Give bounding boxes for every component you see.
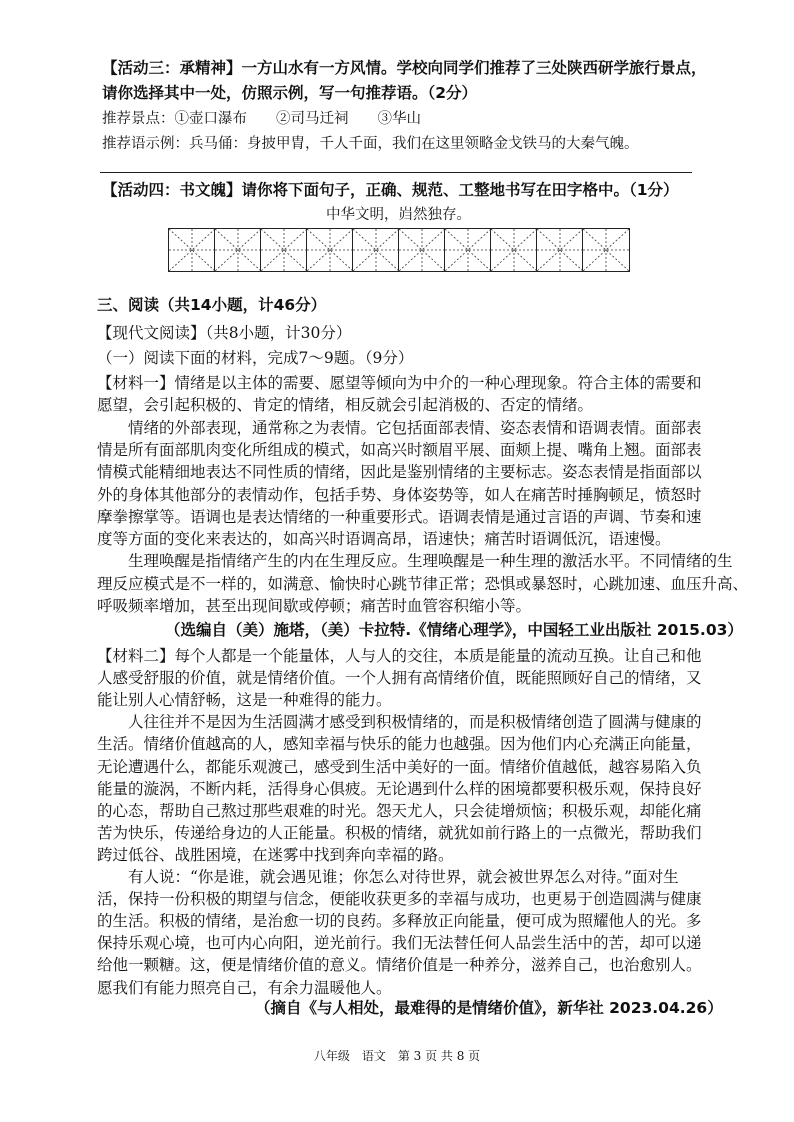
material1-line: 愿望，会引起积极的、肯定的情绪，相反就会引起消极的、否定的情绪。 xyxy=(97,396,594,415)
material1-line: 【材料一】情绪是以主体的需要、愿望等倾向为中介的一种心理现象。符合主体的需要和 xyxy=(97,374,702,392)
tianzige-cell[interactable] xyxy=(307,229,353,271)
material2-line: 无论遭遇什么，都能乐观渡己，感受到生活中美好的一面。情绪价值越低，越容易陷入负 xyxy=(97,757,702,776)
material2-source: （摘自《与人相处，最难得的是情绪价值》，新华社 2023.04.26） xyxy=(255,999,723,1017)
tianzige-cell[interactable] xyxy=(537,229,583,271)
tianzige-cell[interactable] xyxy=(169,229,215,271)
material1-line: 情是所有面部肌肉变化所组成的模式，如高兴时额眉平展、面颊上提、嘴角上翘。面部表 xyxy=(97,440,702,459)
material2-line: 人感受舒服的价值，就是情绪价值。一个人拥有高情绪价值，既能照顾好自己的情绪，又 xyxy=(97,669,702,688)
material1-line: 生理唤醒是指情绪产生的内在生理反应。生理唤醒是一种生理的激活水平。不同情绪的生 xyxy=(97,552,733,571)
part1-heading: （一）阅读下面的材料，完成7～9题。（9分） xyxy=(97,349,414,367)
material1-line: 呼吸频率增加，甚至出现间歇或停顿；痛苦时血管容积缩小等。 xyxy=(97,597,532,615)
material2-line: 生活。情绪价值越高的人，感知幸福与快乐的能力也越强。因为他们内心充满正向能量， xyxy=(97,735,702,754)
section3-heading: 三、阅读（共14小题，计46分） xyxy=(97,296,327,314)
material2-line: 苦为快乐，传递给身边的人正能量。积极的情绪，就犹如前行路上的一点微光，帮助我们 xyxy=(97,823,702,842)
material2-line: 的心态，帮助自己熬过那些艰难的时光。怨天尤人，只会徒增烦恼；积极乐观，却能化痛 xyxy=(97,801,702,820)
material1-source: （选编自（美）施塔，（美）卡拉特.《情绪心理学》，中国轻工业出版社 2015.03） xyxy=(165,621,743,639)
material2-line: 能让别人心情舒畅，这是一种难得的能力。 xyxy=(97,691,392,710)
material2-line: 给他一颗糖。这，便是情绪价值的意义。情绪价值是一种养分，滋养自己，也治愈别人。 xyxy=(97,956,702,975)
tianzige-cell[interactable] xyxy=(215,229,261,271)
material1-line: 外的身体其他部分的表情动作，包括手势、身体姿势等，如人在痛苦时捶胸顿足，愤怒时 xyxy=(97,485,702,504)
material2-line: 【材料二】每个人都是一个能量体，人与人的交往，本质是能量的流动互换。让自己和他 xyxy=(97,647,702,665)
tianzige-cell[interactable] xyxy=(583,229,629,271)
material1-line: 度等方面的变化来表达的，如高兴时语调高昂，语速快；痛苦时语调低沉，语速慢。 xyxy=(97,530,671,549)
modern-reading-heading: 【现代文阅读】（共8小题，计30分） xyxy=(97,324,352,342)
material1-line: 理反应模式是不一样的，如满意、愉快时心跳节律正常；恐惧或暴怒时，心跳加速、血压升高、 xyxy=(97,574,749,593)
material2-line: 保持乐观心境，也可内心向阳，逆光前行。我们无法替任何人品尝生活中的苦，却可以递 xyxy=(97,934,702,953)
tianzige-cell[interactable] xyxy=(491,229,537,271)
material2-line: 人往往并不是因为生活圆满才感受到积极情绪的，而是积极情绪创造了圆满与健康的 xyxy=(97,713,702,732)
tianzige-cell[interactable] xyxy=(261,229,307,271)
material1-line: 情模式能精细地表达不同性质的情绪，因此是鉴别情绪的主要标志。姿态表情是指面部以 xyxy=(97,463,702,482)
material2-line: 能量的漩涡，不断内耗，活得身心俱疲。无论遇到什么样的困境都要积极乐观，保持良好 xyxy=(97,779,702,798)
activity4-line1: 【活动四：书文魄】请你将下面句子，正确、规范、工整地书写在田字格中。（1分） xyxy=(102,181,679,199)
activity3-line1: 【活动三：承精神】一方山水有一方风情。学校向同学们推荐了三处陕西研学旅行景点， xyxy=(102,59,707,77)
material1-line: 情绪的外部表现，通常称之为表情。它包括面部表情、姿态表情和语调表情。面部表 xyxy=(97,418,702,437)
tianzige-cell[interactable] xyxy=(399,229,445,271)
material2-line: 跨过低谷、战胜困境，在迷雾中找到奔向幸福的路。 xyxy=(97,845,454,864)
material2-line: 有人说：“你是谁，就会遇见谁；你怎么对待世界，就会被世界怎么对待。”面对生 xyxy=(97,868,679,886)
tianzige-grid[interactable] xyxy=(168,228,630,272)
tianzige-cell[interactable] xyxy=(353,229,399,271)
page-footer: 八年级 语文 第 3 页 共 8 页 xyxy=(313,1049,481,1063)
material2-line: 愿我们有能力照亮自己，有余力温暖他人。 xyxy=(97,978,392,997)
material2-line: 的生活。积极的情绪，是治愈一切的良药。多释放正向能量，便可成为照耀他人的光。多 xyxy=(97,912,702,931)
material1-line: 摩拳擦掌等。语调也是表达情绪的一种重要形式。语调表情是通过言语的声调、节奏和速 xyxy=(97,507,702,526)
activity3-spots: 推荐景点：①壶口瀑布 ②司马迁祠 ③华山 xyxy=(102,111,421,127)
activity4-sentence: 中华文明，岿然独存。 xyxy=(326,207,471,223)
activity3-line2: 请你选择其中一处，仿照示例，写一句推荐语。（2分） xyxy=(102,84,478,102)
tianzige-cell[interactable] xyxy=(445,229,491,271)
material2-line: 活，保持一份积极的期望与信念，便能收获更多的幸福与成功，也更易于创造圆满与健康 xyxy=(97,890,702,909)
activity3-example: 推荐语示例：兵马俑：身披甲胄，千人千面，我们在这里领略金戈铁马的大秦气魄。 xyxy=(102,136,639,152)
section-divider xyxy=(100,172,692,173)
